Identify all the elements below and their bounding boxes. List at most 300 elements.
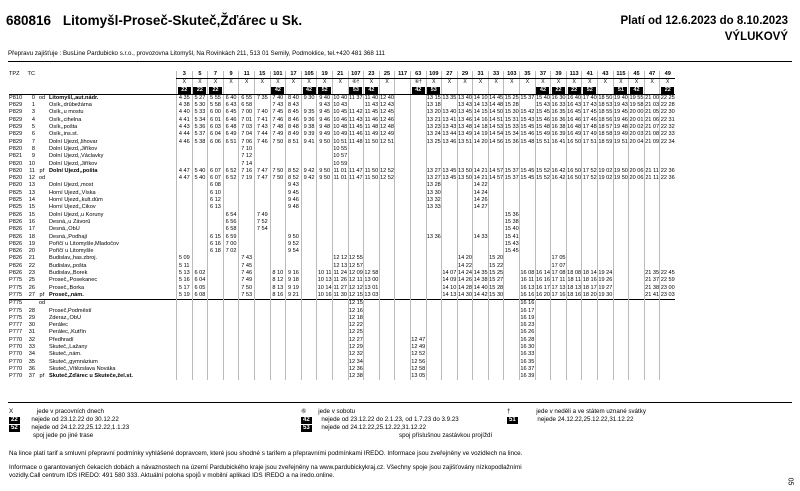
departure-time: 16 41 (551, 138, 566, 145)
departure-time: 6 03 (208, 124, 224, 131)
arr-dep-flag (35, 322, 49, 329)
departure-time (644, 204, 660, 211)
header-title (6, 13, 302, 28)
trip-number: 9 (223, 71, 239, 79)
stop-row (9, 161, 675, 168)
trip-symbol: X (504, 79, 520, 87)
departure-time: 13 20 (426, 109, 441, 116)
departure-time (426, 255, 442, 262)
departure-time (286, 351, 302, 358)
departure-time (364, 300, 380, 308)
departure-time: 17 52 (582, 175, 597, 182)
departure-time: 15 52 (535, 175, 550, 182)
arr-dep-flag (35, 124, 49, 131)
departure-time (270, 204, 286, 211)
departure-time (504, 329, 520, 336)
arr-dep-flag (35, 182, 49, 189)
stop-name: Skuteč,Žďárec u Skuteče,žel.st. (49, 373, 133, 380)
departure-time (535, 248, 551, 255)
departure-time (379, 241, 395, 248)
departure-time (239, 197, 255, 204)
departure-time: 6 15 (208, 234, 224, 241)
departure-time (379, 315, 395, 322)
departure-time: 8 51 (286, 139, 302, 146)
departure-time: 19 48 (613, 124, 628, 131)
departure-time (410, 153, 426, 160)
departure-time: 15 27 (489, 277, 504, 284)
departure-time: 9 45 (317, 109, 333, 116)
departure-time: 9 48 (286, 204, 302, 211)
departure-time (551, 190, 567, 197)
departure-time: 11 48 (349, 138, 363, 145)
trip-symbol: X (270, 79, 286, 87)
departure-time (395, 175, 411, 182)
departure-time (598, 263, 614, 270)
departure-time (208, 337, 224, 344)
departure-time: 4 43 (177, 124, 193, 131)
departure-time: 11 40 (364, 94, 379, 101)
departure-time (395, 241, 411, 248)
stop-row (9, 190, 675, 197)
departure-time: 14 53 (489, 124, 504, 131)
departure-time: 12 52 (380, 175, 395, 182)
trip-badge (551, 87, 567, 95)
departure-time: 6 48 (223, 124, 239, 131)
departure-time (192, 308, 208, 315)
departure-time (208, 308, 224, 315)
stop-zone: P826 (9, 218, 23, 225)
departure-time: 11 50 (364, 167, 379, 174)
departure-time: 18 58 (598, 131, 613, 138)
departure-time (364, 315, 380, 322)
departure-time (504, 270, 520, 277)
departure-time (270, 329, 286, 336)
departure-time (254, 161, 270, 168)
departure-time (379, 351, 395, 358)
departure-time: 6 04 (208, 131, 224, 138)
departure-time (473, 153, 489, 160)
departure-time: 21 37 (645, 277, 660, 284)
departure-time (192, 344, 208, 351)
departure-time (192, 153, 208, 160)
departure-time: 12 09 (348, 270, 363, 277)
legend-51: 51 nejede 24.12.22,25.12.22,31.12.22 (509, 416, 634, 423)
departure-time: 9 50 (286, 234, 302, 241)
trip-number: 113 (566, 71, 582, 79)
departure-time (660, 322, 675, 329)
departure-time: 13 45 (457, 109, 472, 116)
departure-time: 17 51 (582, 138, 597, 145)
departure-time (317, 212, 333, 219)
departure-time (598, 351, 614, 358)
arr-dep-flag (35, 139, 49, 146)
departure-time (566, 226, 582, 233)
departure-time (317, 344, 333, 351)
legend-52: 52 nejede od 24.12.22,25.12.22,1.1.23 (11, 424, 130, 431)
departure-time (395, 300, 411, 308)
departure-time (629, 292, 645, 300)
departure-time: 10 46 (333, 116, 348, 123)
stop-km: 35 (28, 358, 35, 365)
departure-time (270, 351, 286, 358)
departure-time (488, 373, 504, 380)
departure-time: 14 30 (457, 291, 472, 298)
departure-time (395, 359, 411, 366)
departure-time (192, 226, 208, 233)
departure-time: 7 40 (270, 94, 286, 102)
stop-zone: P775 (9, 307, 23, 314)
departure-time (317, 373, 333, 380)
restriction-badge: 22 (193, 87, 206, 94)
departure-time: 7 12 (239, 153, 255, 160)
departure-time (613, 226, 629, 233)
departure-time (208, 255, 224, 262)
departure-time (286, 373, 302, 380)
departure-time: 13 15 (426, 94, 441, 101)
departure-time (551, 373, 567, 380)
departure-time (270, 212, 286, 219)
departure-time (254, 322, 270, 329)
stop-name: Proseč,,Borka (49, 284, 85, 291)
stop-km: 26 (28, 284, 35, 291)
departure-time: 9 35 (301, 109, 317, 116)
departure-time (535, 300, 551, 308)
departure-time: 11 01 (333, 167, 348, 174)
departure-time (192, 241, 208, 248)
departure-time: 14 22 (473, 182, 488, 189)
stop-name: Perálec (49, 322, 68, 329)
departure-time (488, 182, 504, 189)
departure-time: 13 27 (426, 167, 441, 174)
departure-time (520, 190, 536, 197)
departure-time (192, 182, 208, 189)
departure-time: 19 46 (613, 116, 628, 123)
departure-time (410, 102, 426, 109)
arr-dep-flag (35, 337, 49, 344)
departure-time: 11 47 (349, 175, 363, 182)
departure-time (208, 351, 224, 358)
departure-time: 19 02 (598, 175, 613, 182)
trip-symbol: X (239, 79, 255, 87)
departure-time: 11 24 (333, 270, 348, 277)
departure-time (644, 226, 660, 233)
departure-time: 17 45 (582, 109, 597, 116)
departure-time: 13 48 (457, 124, 472, 131)
departure-time (535, 322, 551, 329)
departure-time (660, 255, 675, 262)
departure-time (348, 204, 364, 211)
departure-time (488, 190, 504, 197)
stop-name: Osík,,u mostu (49, 109, 84, 116)
departure-time (442, 190, 458, 197)
departure-time (395, 109, 411, 116)
departure-time (520, 255, 536, 262)
departure-time (613, 255, 629, 262)
departure-time (379, 263, 395, 270)
departure-time (629, 146, 645, 153)
departure-time: 14 16 (473, 116, 488, 123)
stop-zone: P826 (9, 255, 23, 262)
departure-time (551, 329, 567, 336)
departure-time: 22 45 (660, 270, 675, 277)
departure-time: 14 54 (489, 131, 504, 138)
departure-time (332, 373, 348, 380)
departure-time: 14 27 (473, 204, 488, 211)
departure-time: 11 30 (333, 291, 348, 298)
departure-time (598, 344, 614, 351)
departure-time (192, 315, 208, 322)
departure-time (223, 277, 239, 284)
departure-time (379, 219, 395, 226)
departure-time (613, 308, 629, 315)
departure-time: 12 25 (348, 329, 363, 336)
departure-time: 15 45 (535, 109, 550, 116)
departure-time: 15 30 (504, 109, 519, 116)
departure-time: 15 25 (489, 270, 504, 277)
departure-time (629, 366, 645, 373)
departure-time (395, 117, 411, 124)
trip-badge (488, 87, 504, 95)
departure-time (582, 329, 598, 336)
departure-time (410, 255, 426, 262)
departure-time: 8 16 (270, 292, 286, 300)
departure-time: 14 56 (489, 138, 504, 145)
departure-time: 5 30 (192, 102, 208, 109)
departure-time: 5 13 (177, 270, 193, 277)
departure-time (442, 182, 458, 189)
departure-time (613, 344, 629, 351)
stop-row (9, 300, 675, 308)
departure-time (535, 351, 551, 358)
departure-time: 4 35 (177, 94, 193, 102)
departure-time (286, 359, 302, 366)
weekday-icon: X (9, 408, 14, 415)
departure-time (613, 337, 629, 344)
departure-time (192, 322, 208, 329)
departure-time (301, 219, 317, 226)
departure-time (535, 337, 551, 344)
departure-time (177, 322, 193, 329)
stop-zone: P829 (9, 124, 23, 131)
departure-time (520, 182, 536, 189)
departure-time: 15 37 (504, 167, 519, 174)
restriction-badge: 42 (536, 87, 549, 94)
departure-time: 6 12 (208, 197, 224, 204)
departure-time (286, 146, 302, 153)
departure-time (177, 329, 193, 336)
departure-time: 4 38 (177, 102, 193, 109)
departure-time (629, 315, 645, 322)
restriction-badge: 22 (661, 87, 674, 94)
departure-time (442, 263, 458, 270)
departure-time (488, 322, 504, 329)
km-header: TČ (27, 71, 35, 78)
departure-time: 19 50 (613, 167, 628, 174)
departure-time (395, 248, 411, 255)
departure-time: 21 09 (645, 138, 660, 145)
departure-time (395, 285, 411, 292)
departure-time (395, 139, 411, 146)
stop-zone: P826 (9, 270, 23, 277)
trip-badge (223, 87, 239, 95)
departure-time (223, 351, 239, 358)
departure-time (598, 322, 614, 329)
departure-time: 13 35 (442, 94, 457, 101)
departure-time (551, 212, 567, 219)
stop-name: Horní Újezd,,kult.dům (49, 197, 103, 204)
arr-dep-flag (35, 285, 49, 292)
departure-time (254, 366, 270, 373)
departure-time: 15 46 (535, 116, 550, 123)
departure-time (254, 197, 270, 204)
stop-km: 33 (28, 343, 35, 350)
departure-time (348, 241, 364, 248)
departure-time: 16 33 (551, 102, 566, 109)
departure-time (301, 292, 317, 300)
departure-time: 16 16 (520, 300, 535, 307)
departure-time (629, 344, 645, 351)
trip-number: 33 (488, 71, 504, 79)
departure-time (566, 234, 582, 241)
departure-time (286, 315, 302, 322)
stop-row (9, 263, 675, 270)
departure-time (192, 190, 208, 197)
departure-time (410, 241, 426, 248)
departure-time: 20 06 (629, 167, 644, 174)
trip-number: 39 (551, 71, 567, 79)
stop-name: Horní Újezd,,Víska (49, 189, 96, 196)
departure-time (395, 102, 411, 109)
stop-zone: P810 (9, 94, 23, 101)
departure-time: 21 06 (645, 116, 660, 123)
departure-time: 7 01 (239, 117, 255, 124)
departure-time: 9 43 (317, 102, 333, 109)
departure-time: 5 55 (208, 94, 224, 102)
departure-time: 9 18 (286, 277, 302, 284)
departure-time (644, 315, 660, 322)
stop-name: Osík,,cihelna (49, 116, 82, 123)
departure-time (551, 226, 567, 233)
departure-time (551, 315, 567, 322)
trip-number: 35 (520, 71, 536, 79)
trip-badge (582, 87, 598, 95)
stop-zone: P770 (9, 343, 23, 350)
departure-time (457, 366, 473, 373)
departure-time (223, 373, 239, 380)
departure-time (364, 263, 380, 270)
departure-time (613, 351, 629, 358)
departure-time (613, 315, 629, 322)
departure-time (598, 373, 614, 380)
departure-time (208, 315, 224, 322)
departure-time (473, 344, 489, 351)
departure-time (442, 161, 458, 168)
departure-time (177, 351, 193, 358)
departure-time (457, 190, 473, 197)
departure-time: 10 14 (317, 284, 332, 291)
departure-time (613, 241, 629, 248)
departure-time (348, 226, 364, 233)
stop-name: Osík,,pošta (49, 124, 78, 131)
header-validity (621, 13, 789, 45)
departure-time (426, 146, 442, 153)
departure-time: 16 50 (567, 167, 582, 174)
departure-time: 7 50 (239, 285, 255, 292)
departure-time (613, 366, 629, 373)
departure-time: 9 52 (286, 241, 302, 248)
departure-time (488, 351, 504, 358)
stop-name: Dolní Újezd,,lihovar (49, 138, 98, 145)
departure-time (395, 124, 411, 131)
departure-time (488, 315, 504, 322)
departure-time (208, 373, 224, 380)
stop-zone: P825 (9, 197, 23, 204)
departure-time: 14 57 (489, 167, 504, 174)
departure-time: 13 01 (364, 284, 379, 291)
departure-time (551, 337, 567, 344)
restriction-badge: 53 (349, 87, 362, 94)
departure-time (644, 329, 660, 336)
departure-time (177, 234, 193, 241)
departure-time (379, 190, 395, 197)
stop-name: Litomyšl,,aut.nádr. (49, 94, 99, 101)
departure-time: 18 17 (582, 284, 597, 291)
departure-time: 11 48 (364, 124, 379, 131)
arr-dep-flag (35, 366, 49, 373)
departure-time (192, 197, 208, 204)
stop-name: Dolní Újezd,,u Koruny (49, 211, 104, 218)
departure-time (473, 219, 489, 226)
departure-time: 12 13 (333, 262, 348, 269)
departure-time (192, 337, 208, 344)
departure-time (239, 300, 255, 308)
departure-time (348, 190, 364, 197)
departure-time (566, 300, 582, 308)
departure-time (317, 197, 333, 204)
departure-time (301, 351, 317, 358)
departure-time: 11 27 (333, 284, 348, 291)
trip-number: 15 (254, 71, 270, 79)
departure-time (473, 329, 489, 336)
departure-time (317, 300, 333, 308)
departure-time (504, 315, 520, 322)
stop-km: 16 (28, 218, 35, 225)
trip-symbol: ⑥† (348, 79, 364, 87)
departure-time: 6 58 (239, 102, 255, 109)
departure-time (629, 190, 645, 197)
stop-name: Skuteč,,gymnázium (49, 358, 98, 365)
departure-time (442, 219, 458, 226)
departure-time: 14 15 (473, 109, 488, 116)
trip-symbol: X (317, 79, 333, 87)
departure-time (395, 153, 411, 160)
departure-time (348, 146, 364, 153)
departure-time (457, 146, 473, 153)
departure-time (239, 241, 255, 248)
departure-time (504, 292, 520, 300)
line-number: 680816 (6, 13, 52, 28)
arr-dep-flag: od (38, 94, 46, 101)
departure-time (457, 329, 473, 336)
departure-time (535, 197, 551, 204)
legend-route: spoj jede po jiné trase (33, 432, 94, 439)
status-label: VÝLUKOVÝ (724, 31, 788, 43)
departure-time (644, 212, 660, 219)
departure-time (410, 168, 426, 175)
departure-time (286, 226, 302, 233)
departure-time: 21 11 (645, 167, 659, 174)
departure-time (177, 359, 193, 366)
